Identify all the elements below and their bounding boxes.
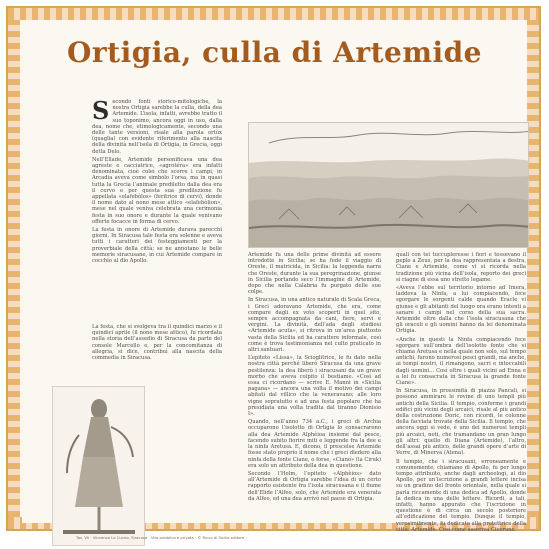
paragraph [92, 227, 222, 264]
article-right-column [396, 252, 526, 544]
paragraph [396, 337, 526, 387]
paragraph [248, 252, 381, 295]
artemis-statue-illustration [52, 386, 145, 546]
page-content [22, 24, 527, 533]
paragraph [92, 96, 222, 155]
paragraph-text: econdo fonti storico-mitologiche, la nostra Ortigia sarebbe la culla, della dea Artemide. L’isola, infatti, avrebbe tratto il suo toponimo, ancora oggi in uso, dalla dea, nome che, etimologicamente, secondo una delle tante versioni, risale alla parola ortùx (quaglia) con evidente riferimento alla nascita della divinità nell’isola di Ortigia, in Grecia, oggi detta Delo. [92, 99, 222, 155]
paragraph-text: Il tempio, che i siracusani, erroneamente e comunemente, chiamano di Apollo, fu per lungo tempo attribuito, anche dagli archeologi, al dio Apollo, per un’iscrizione a grandi lettere incisa su un gradino del fronte orientale, nella quale si parla riccamente di una dedica ad Apollo, donde la dedica in una delle letture. Ricordi, a tali, infatti, hanno appurato che l’iscrizione in questione è di circa un secolo posteriore all’edificazione del tempio. Dunque il tempio, verosimilmente, fu dedicato alla protettrice della città: Artemide. Così come asseriva Cicerone. [396, 458, 526, 533]
paragraph-text: La festa, che si svolgeva tra il quindici marzo e il quindici aprile (il nono mese attico), fu ricordata nella storia dell’assedio di Siracusa da parte del console Marcello e, per la concomitanza di allegria, si dice, contribuì alla nascita della commedia in Siracusa. [92, 324, 222, 362]
paragraph [396, 388, 526, 456]
paragraph [248, 355, 381, 417]
article-middle-column [248, 252, 381, 544]
footer-text: Tav. VII · Vincenzo Lo Curzio, Siracusa · Vita pubblica e privata · © Ricco di Sicilia editore [76, 535, 245, 540]
paragraph-text: In Siracusa, in una antico naturale di Scala Greca, i Greci adoravano Artemide, che era, come compare dagli ex voto scoperti in quel sito, sempre accompagnata da cani, fiere, servi e vergini. La divinità, dell’ada degli studiosi «Artemide acuta», si ritrova in un’area piuttosto vasta della Sicilia ed ha carattere informale, così come è trova testimonianza nel culto praticato in altri santuari. [248, 297, 381, 354]
paragraph [248, 471, 381, 502]
paragraph-text: Quando, nell’anno 734 a.C., i greci di Archia occuparono l’isolotto di Ortigia lo consacrarono alla dea Artemide Alphèioa insieme dal pesce, facendo subito fiorire miti e leggende fra la dee e la ninfa Aretusa. E, dicono, il prescelse Artemide fosse stato proprio il nome che i greci diedero alla ninfa della fonte Ciane, o forse, «Ciano» (la Ciruk) era solo un attributo della dea in questione. [248, 419, 381, 469]
paragraph-text: L’epiteto «Lissa», la Scioglitrice, le fu dato nella nostra città perché liberò Siracusa da una grave pestilenza: la dea liberò i siracusani da un grave morbo che aveva colpito il bestiame. «Così ad essa ci ricordano — scrive E. Manni in «Sicilia pagana» — ancora una volta il motivo dei campi abitati dal villico che la veneravano; alle loro vigne sopratutto e ad una festa popolare che ha presidiata una volta tradita dal tiranno Dionisio I». [248, 355, 381, 418]
paragraph-text: In Siracusa, in prossimità di piazza Pancali, si possono ammirare le rovine di uno templi più antichi della Sicilia. Il tempio, conforme i grandi edifici più vicini degli arcaici, risale al più antico della costruzione Doric, con ricordi, le colonne della facciata trovate della Sicilia. Il tempio, che ancora oggi si vede, è uno dei numerosi templi più arcaici, noti, che tramandano un gran lungo gli altri: quello di Diana (Artemide), l’altro, dell’assai più antico, delle grandi opere d’arte di Verre, di Minerva (Atena). [396, 388, 526, 457]
paragraph [92, 157, 222, 225]
article-left-column-continued [92, 324, 222, 384]
paragraph-text: quali con tei tuccupleresse i fiori e tessevano il peplo a Zeus, per la dea rappresentata a destra, Ciane e Artemide, come vi si ricorda nella tradizione più vicina dell’isola, reporto dei greci si riagne di essa uno stretto legame. [396, 252, 526, 283]
paragraph [92, 324, 222, 361]
paragraph [248, 419, 381, 469]
page-title: Ortigia, culla di Artemide [67, 36, 482, 69]
paragraph-text: «Anche in questi la Ninfa compiacendo fece sgorgare sull’ombra dell’isolotto fonte che si chiama Aretusa e nella quale non solo, sul tempo antichi, furono numerosi pesci grandi, ma anche, ai tempi nostri, il rimangono, sacri e intoccabili dagli uomini... Così oltre i quali vicini ad Enna e a lei fu consacrata in Siracusa la grande fonte Ciane». [396, 336, 526, 387]
paragraph [248, 297, 381, 353]
paragraph [396, 285, 526, 335]
harbor-engraving-icon [249, 123, 529, 248]
paragraph [396, 459, 526, 533]
dropcap-letter: S [92, 96, 110, 125]
paragraph-text: Nell’Ellade, Artemide personificava una dea agreste e cacciatrice, «agrotéra» era infatti denominata, cioè colei che scorre i campi, in Arcadia aveva come simbolo l’orsa, ma in quasi tutta la Grecia l’animale prediletto dalla dea era il cervo e per questa sua predilezione fu appellata «elafebòlos» (feritrice di cervi), donde il nome dato al nono mese attico «elafebòlion», mese nel quale veniva celebrata una cerimonia festa in suo onore e durante la quale venivano offerte focacce in forma di cervo. [92, 156, 222, 225]
paragraph [396, 252, 526, 283]
paragraph-text: «Aveva l’ebbe sul territorio intorno ad Imera, laddova la Ninfa, a lui compiacendo, fece sgorgare le sorgenti calde quando Eracle vi giunse e gli abitanti del luogo ora erano intenti a sanare i campi nel corso della sua sacra. Artemide oltre dalla che l’isola siracusana che gli oracoli e gli uomini hanno da lei denominata Ortigia. [396, 285, 526, 335]
paragraph-text: La festa in onore di Artemide durava parecchi giorni. In Siracusa tale festa era solenne e aveva tutti i caratteri dei festeggiamenti per la proverbiale della città; se ne annotano le belle memorie siracusane, in cui Artemide compare in cocchio al dio Apollo. [92, 227, 222, 265]
paragraph-text: Artemide fu una delle prime divinità ad essere introdotte in Sicilia; se ha fede il viaggio di Oreste, il matricida, in Sicilia: la leggenda narra che Oreste, durante la sua peregrinazione, giunse in Sicilia portando seco l’immagine di Artemide, dopo che nella Calabria fu purgato delle sue colpe. [248, 252, 381, 296]
harbor-illustration [248, 122, 529, 248]
statue-icon [53, 387, 145, 546]
paragraph-text: Secondo l’Holm, l’epiteto «Alphèios» dato all’Artemide di Ortigia sarebbe l’idea di un certo rapporto esistente fra l’isola siracusana e il fiume dell’Elide l’Alfeo, solo, che Artemide era venerata da Alfeo, ed una dea arrivò nel paese di Ortigia. [248, 470, 381, 502]
